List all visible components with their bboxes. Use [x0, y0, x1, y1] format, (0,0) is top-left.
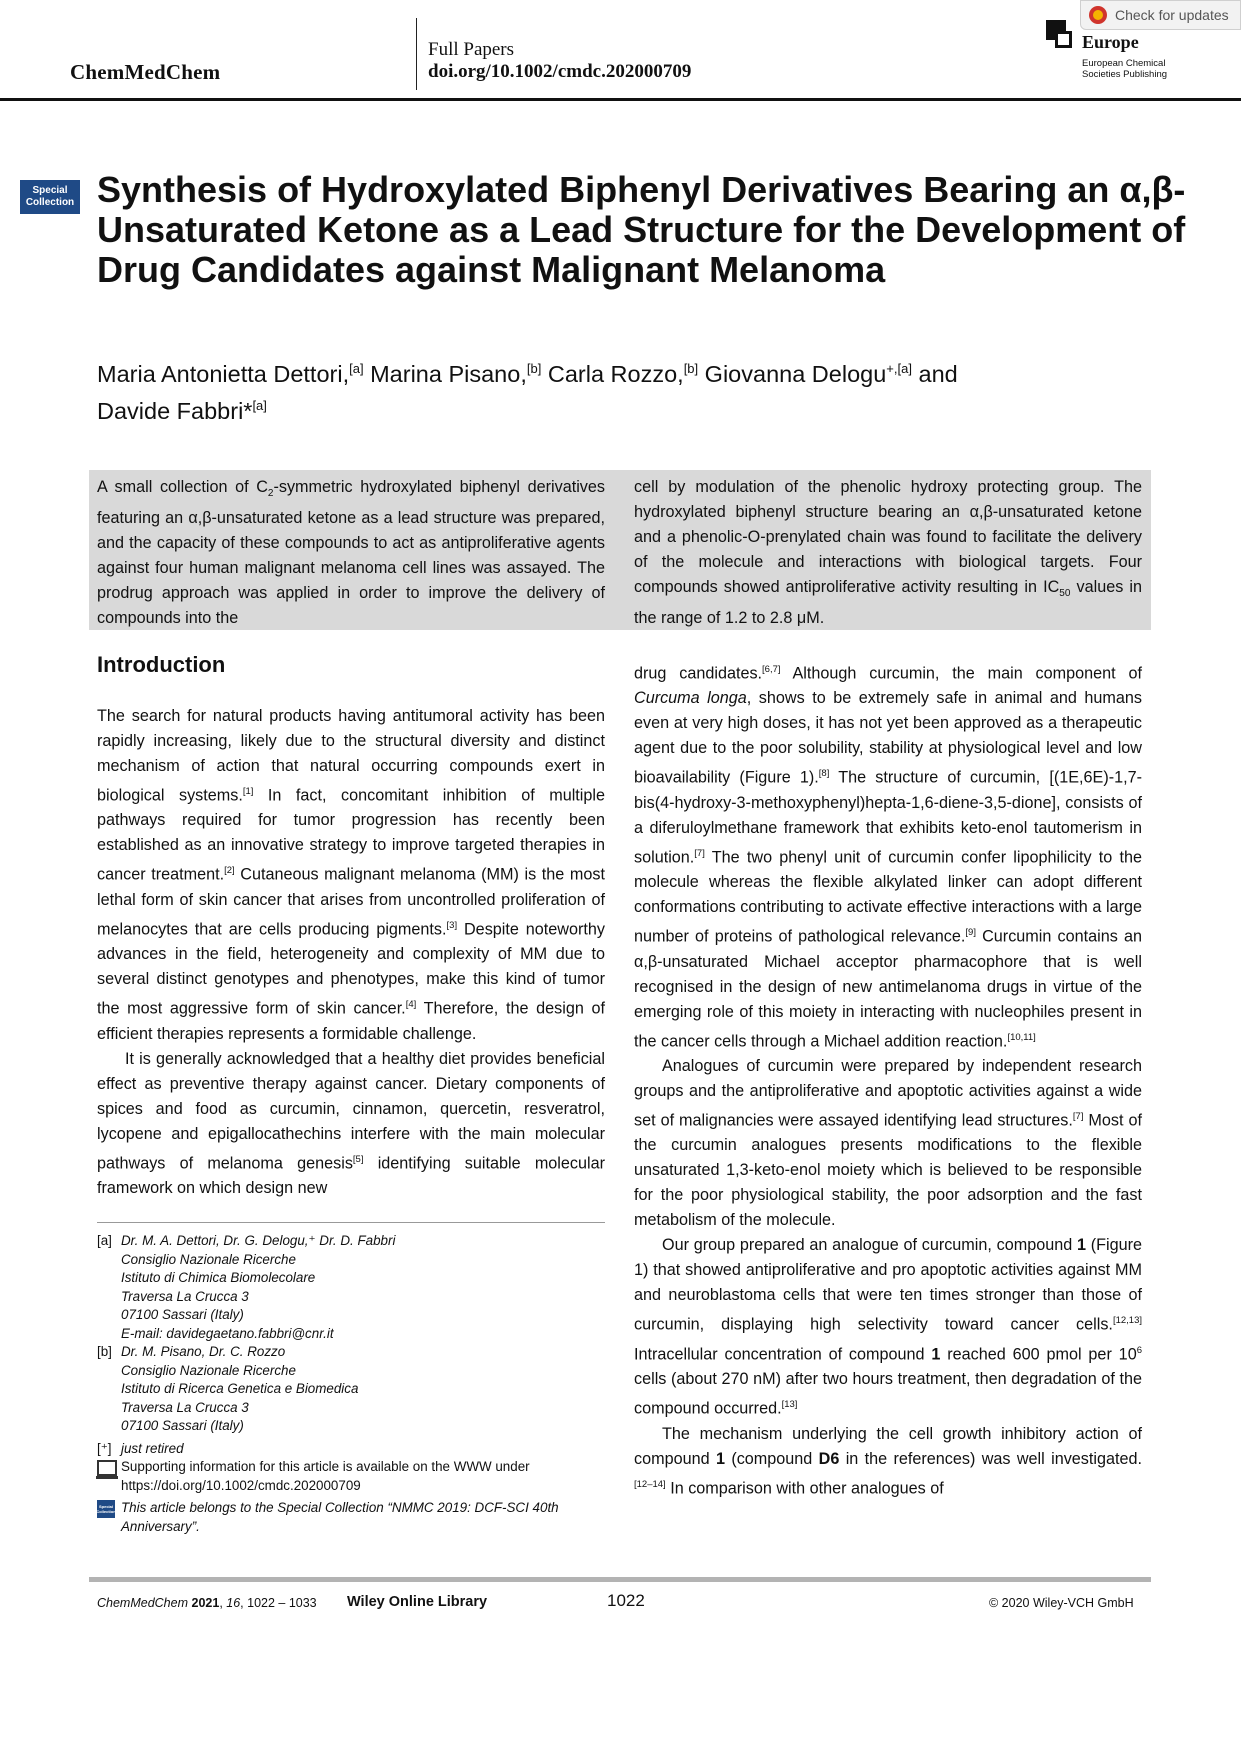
author[interactable]: Marina Pisano, [363, 360, 527, 387]
citation-link[interactable]: [4] [405, 999, 417, 1011]
footer-rule [89, 1577, 1151, 1582]
citation-link[interactable]: [9] [965, 927, 976, 939]
affiliation-mark: [a] [349, 361, 364, 376]
author[interactable]: Giovanna Delogu [698, 360, 887, 387]
citation-link[interactable]: [7] [1072, 1110, 1084, 1122]
publisher-logo-icon [1046, 20, 1074, 50]
page-number: 1022 [607, 1591, 645, 1610]
paragraph: Our group prepared an analogue of curcumin, compound 1 (Figure 1) that showed antiproliferative and pro apoptotic activities against MM and neuroblastoma cells that were ten times stronger than those of curcumin, displaying high selectivity toward cancer cells.[12,13] Intracellular concentration of compound 1 reached 600 pmol per $10^6$ cells (about 270 nM) after two hours treatment, then degradation of the compound occurred.[13] [634, 1236, 1142, 1418]
affiliation-mark: [b] [526, 361, 542, 376]
header-rule [0, 98, 1241, 101]
abstract-left-column: A small collection of $C_2$-symmetric hydroxylated biphenyl derivatives featuring an α,β-unsaturated ketone as a lead structure was prepared, and the capacity of these compounds to act as antiproliferative agents against four human malignant melanoma cell lines was assayed. The prodrug approach was applied in order to improve the delivery of compounds into the [97, 478, 605, 628]
supporting-info-note [97, 1458, 605, 1495]
check-for-updates-label: Check for updates [1115, 7, 1229, 23]
affiliation-b: [b] Dr. M. Pisano, Dr. C. Rozzo Consiglio Nazionale Ricerche Istituto di Ricerca Genetica e Biomedica Traversa La Crucca 3 07100 Sassari (Italy) [97, 1344, 359, 1433]
footnote-rule [97, 1222, 605, 1223]
author[interactable]: Davide Fabbri* [97, 397, 253, 424]
citation-link[interactable]: [3] [446, 919, 458, 931]
citation-link[interactable]: [5] [352, 1153, 364, 1165]
citation-link[interactable]: [1] [242, 786, 254, 797]
header-divider [416, 18, 417, 90]
author[interactable]: Carla Rozzo, [541, 360, 684, 387]
body-right-column [634, 657, 1142, 1501]
footnote-retired: [⁺] just retired [97, 1440, 184, 1456]
crossmark-icon [1089, 6, 1107, 24]
special-collection-badge[interactable] [20, 180, 80, 214]
citation-link[interactable]: [12–14] [634, 1478, 666, 1490]
supporting-info-link[interactable]: Supporting information for this article is available on the WWW under https://doi.org/10.1002/cmdc.202000709 [121, 1459, 530, 1493]
paragraph: The search for natural products having antitumoral activity has been rapidly increasing, likely due to the structural diversity and distinct mechanism of action that natural occurring compounds exert in biological systems.[1] In fact, concomitant inhibition of multiple pathways required for tumor progression has recently been established as an innovative strategy to improve targeted therapies in cancer treatment.[2] Cutaneous malignant melanoma (MM) is the most lethal form of skin cancer that arises from uncontrolled proliferation of melanocytes that are cells producing pigments.[3] Despite noteworthy advances in the field, heterogeneity and complexity of MM due to several distinct genotypes and phenotypes, make this kind of tumor the most aggressive form of skin cancer.[4] Therefore, the design of efficient therapies represents a formidable challenge. [97, 707, 605, 1043]
article-type: Full Papers [428, 39, 515, 60]
citation-link[interactable]: [13] [781, 1399, 798, 1411]
computer-icon [97, 1460, 117, 1476]
special-collection-note: Special Collection This article belongs to the Special Collection “NMMC 2019: DCF-SCI 40th Anniversary”. [96, 1500, 559, 1534]
affiliation-mark: [b] [683, 361, 699, 376]
affiliation-a: [a] Dr. M. A. Dettori, Dr. G. Delogu,⁺ Dr. D. Fabbri Consiglio Nazionale Ricerche Istituto di Chimica Biomolecolare Traversa La Crucca 3 07100 Sassari (Italy) E-mail: davidegaetano.fabbri@cnr.it [97, 1232, 605, 1343]
body-left-column [97, 704, 605, 1201]
citation-link[interactable]: [2] [224, 865, 235, 877]
citation-link[interactable]: [7] [694, 847, 705, 859]
paragraph: drug candidates.[6,7] Although curcumin, the main component of Curcuma longa, shows to be extremely safe in animal and humans even at very high doses, it has not yet been approved as a therapeutic agent due to the poor solubility, stability at physiological level and low bioavailability (Figure 1).[8] The structure of curcumin, [(1E,6E)-1,7-bis(4-hydroxy-3-methoxyphenyl)hepta-1,6-diene-3,5-dione], consists of a diferuloylmethane framework that exhibits keto-enol tautomerism in solution.[7] The two phenyl unit of curcumin confer lipophilicity to the molecule whereas the flexible alkylated linker can adopt different conformations contributing to activate effective interactions with a large number of proteins of pathological relevance.[9] Curcumin contains an α,β-unsaturated Michael acceptor pharmacophore that is well recognised in the design of new antimelanoma drugs in virtue of the emerging role of this moiety in interacting with nucleophiles present in the cancer cells through a Michael addition reaction.[10,11] [634, 664, 1143, 1050]
email-link[interactable]: E-mail: davidegaetano.fabbri@cnr.it [121, 1325, 334, 1341]
paragraph: Analogues of curcumin were prepared by independent research groups and the antiproliferative and apoptotic activities against a wide set of malignancies were assayed identifying lead structures.[7] Most of the curcumin analogues presents modifications to the flexible unsaturated 1,3-keto-enol moiety which is believed to be responsible for the poor physiological stability, the poor adsorption and the fast metabolism of the molecule. [634, 1056, 1142, 1230]
paragraph: The mechanism underlying the cell growth inhibitory action of compound 1 (compound D6 in the references) was well investigated.[12–14] In comparison with other analogues of [634, 1424, 1142, 1497]
doi-link[interactable]: doi.org/10.1002/cmdc.202000709 [428, 61, 692, 82]
check-for-updates-button[interactable] [1080, 0, 1241, 30]
badge-line-1: Special [32, 185, 68, 196]
citation-link[interactable]: [8] [818, 768, 830, 780]
affiliation-mark: +,[a] [886, 361, 912, 376]
footer-citation: ChemMedChem 2021, 16, 1022 – 1033 [97, 1596, 317, 1610]
publisher-logo-subtitle: European Chemical Societies Publishing [1082, 58, 1168, 80]
author-conjunction: and [911, 360, 958, 387]
citation-link[interactable]: [10,11] [1007, 1031, 1036, 1043]
section-heading-introduction: Introduction [97, 652, 226, 677]
author[interactable]: Maria Antonietta Dettori, [97, 360, 350, 387]
footnotes [97, 1232, 605, 1536]
journal-name: ChemMedChem [70, 60, 221, 84]
paragraph: It is generally acknowledged that a healthy diet provides beneficial effect as preventive therapy against cancer. Dietary components of spices and food as curcumin, cinnamon, quercetin, resveratrol, lycopene and epigallocathechins interfere with the main molecular pathways of melanoma genesis[5] identifying suitable molecular framework on which design new [97, 1049, 605, 1197]
author-list [97, 353, 1207, 427]
copyright: © 2020 Wiley-VCH GmbH [989, 1596, 1134, 1610]
badge-line-2: Collection [25, 197, 75, 208]
citation-link[interactable]: [6,7] [762, 664, 781, 675]
affiliation-mark: [a] [252, 397, 267, 413]
publisher-logo-word: Europe [1082, 32, 1139, 52]
special-collection-icon: Special Collection [97, 1500, 115, 1518]
citation-link[interactable]: [12,13] [1112, 1315, 1142, 1327]
abstract-right-column: cell by modulation of the phenolic hydroxy protecting group. The hydroxylated biphenyl structure bearing an α,β-unsaturated ketone and a phenolic-O-prenylated chain was found to facilitate the delivery of the molecule and interactions with biological targets. Four compounds showed antiproliferative activity resulting in $IC_{50}$ values in the range of 1.2 to 2.8 μM. [634, 478, 1142, 628]
article-title: Synthesis of Hydroxylated Biphenyl Derivatives Bearing an α,β-Unsaturated Ketone as a Lead Structure for the Development of Drug Candidates against Malignant Melanoma [97, 169, 1186, 290]
wiley-online-library-link[interactable]: Wiley Online Library [347, 1594, 488, 1610]
